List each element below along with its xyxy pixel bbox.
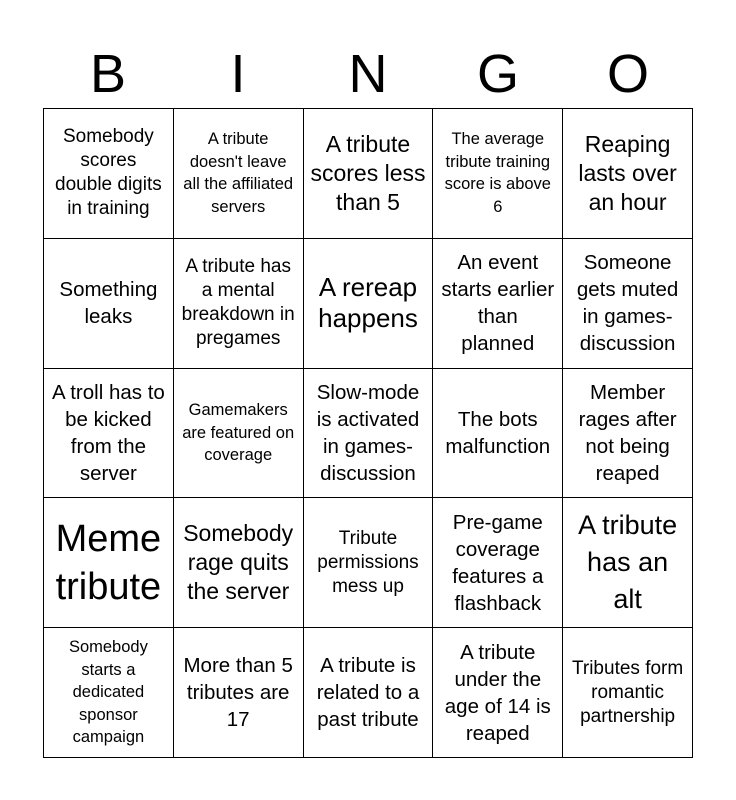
bingo-cell-text: Reaping lasts over an hour	[578, 130, 677, 215]
bingo-cell-text: A tribute doesn't leave all the affiliated servers	[183, 130, 294, 216]
bingo-cell[interactable]	[563, 498, 693, 628]
header-letter-n: N	[348, 44, 388, 104]
header-letter-o: O	[606, 44, 649, 104]
bingo-cell-text: Meme tribute	[55, 517, 162, 608]
bingo-cell[interactable]	[433, 109, 563, 239]
bingo-cell-text: A tribute has an alt	[578, 510, 678, 615]
bingo-cell-text: Slow-mode is activated in games-discussion	[316, 380, 420, 485]
bingo-cell[interactable]	[44, 498, 174, 628]
bingo-cell[interactable]	[44, 239, 174, 369]
bingo-cell-text: A tribute has a mental breakdown in pregames	[181, 256, 295, 350]
bingo-cell[interactable]	[44, 109, 174, 239]
bingo-cell[interactable]	[433, 239, 563, 369]
header-letter-g: G	[476, 44, 519, 104]
header-letter-b: B	[89, 44, 127, 104]
bingo-cell-text: An event starts earlier than planned	[441, 251, 555, 356]
bingo-cell-text: Someone gets muted in games-discussion	[576, 251, 679, 356]
bingo-cell[interactable]	[174, 239, 304, 369]
bingo-cell[interactable]	[304, 369, 434, 499]
bingo-cell[interactable]	[174, 628, 304, 758]
bingo-cell-text: Somebody rage quits the server	[183, 520, 294, 605]
bingo-cell[interactable]	[304, 498, 434, 628]
bingo-cell-text: Somebody starts a dedicated sponsor campaign	[68, 638, 148, 747]
bingo-cell-text: Gamemakers are featured on coverage	[182, 401, 295, 465]
bingo-cell[interactable]	[433, 369, 563, 499]
bingo-cell-text: A troll has to be kicked from the server	[51, 380, 165, 485]
bingo-cell-text: Pre-game coverage features a flashback	[452, 510, 544, 615]
bingo-cell[interactable]	[563, 369, 693, 499]
header-letter-i: I	[230, 44, 246, 104]
bingo-cell[interactable]	[433, 498, 563, 628]
bingo-cell[interactable]	[304, 628, 434, 758]
bingo-cell[interactable]	[563, 628, 693, 758]
bingo-cell-text: More than 5 tributes are 17	[183, 654, 293, 732]
bingo-cell[interactable]	[433, 628, 563, 758]
bingo-cell[interactable]	[44, 369, 174, 499]
bingo-cell[interactable]	[304, 109, 434, 239]
bingo-header	[43, 40, 693, 108]
bingo-cell-text: A tribute scores less than 5	[310, 130, 426, 215]
bingo-cell-text: Tributes form romantic partnership	[571, 657, 684, 727]
bingo-cell-text: Tribute permissions mess up	[317, 527, 419, 597]
bingo-cell-text: The average tribute training score is above 6	[444, 130, 551, 216]
bingo-cell[interactable]	[44, 628, 174, 758]
bingo-cell-text: Member rages after not being reaped	[578, 380, 677, 485]
bingo-cell-text: A rereap happens	[318, 272, 418, 334]
bingo-cell-text: Somebody scores double digits in training	[55, 126, 162, 220]
bingo-grid	[43, 108, 693, 758]
bingo-cell[interactable]	[174, 369, 304, 499]
bingo-cell[interactable]	[304, 239, 434, 369]
bingo-cell[interactable]	[563, 109, 693, 239]
bingo-cell-text: The bots malfunction	[445, 407, 551, 458]
bingo-cell[interactable]	[174, 498, 304, 628]
bingo-cell-text: A tribute under the age of 14 is reaped	[444, 640, 551, 745]
bingo-cell-text: Something leaks	[59, 278, 158, 329]
bingo-cell[interactable]	[174, 109, 304, 239]
bingo-cell[interactable]	[563, 239, 693, 369]
bingo-cell-text: A tribute is related to a past tribute	[316, 654, 420, 732]
